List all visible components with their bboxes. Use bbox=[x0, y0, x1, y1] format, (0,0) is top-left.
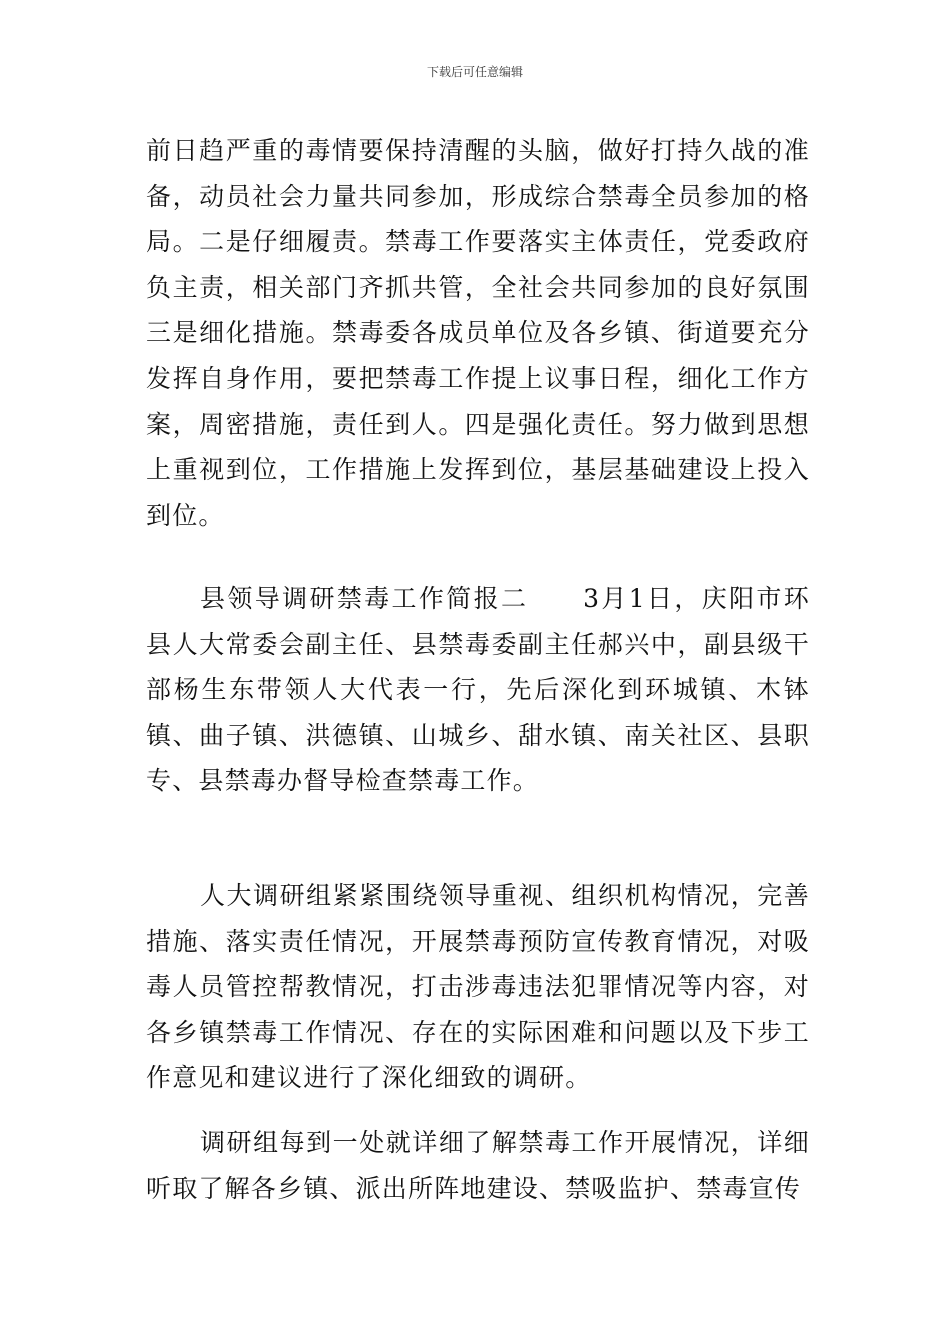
paragraph-research-content: 人大调研组紧紧围绕领导重视、组织机构情况，完善措施、落实责任情况，开展禁毒预防宣传教育情况，对吸毒人员管控帮教情况，打击涉毒违法犯罪情况等内容，对各乡镇禁毒工作情况、存在的实际困难和问题以及下步工作意见和建议进行了深化细致的调研。 bbox=[146, 881, 810, 1093]
paragraph-research-visits: 调研组每到一处就详细了解禁毒工作开展情况，详细听取了解各乡镇、派出所阵地建设、禁吸监护、禁毒宣传 bbox=[146, 1128, 810, 1203]
paragraph-briefing-intro: 县领导调研禁毒工作简报二 3月1日，庆阳市环县人大常委会副主任、县禁毒委副主任郝兴中，副县级干部杨生东带领人大代表一行，先后深化到环城镇、木钵镇、曲子镇、洪德镇、山城乡、甜水镇、南关社区、县职专、县禁毒办督导检查禁毒工作。 bbox=[146, 584, 810, 796]
page-header: 下载后可任意编辑 bbox=[426, 65, 523, 79]
paragraph-continuation: 前日趋严重的毒情要保持清醒的头脑，做好打持久战的准备，动员社会力量共同参加，形成综合禁毒全员参加的格局。二是仔细履责。禁毒工作要落实主体责任，党委政府负主责，相关部门齐抓共管，全社会共同参加的良好氛围三是细化措施。禁毒委各成员单位及各乡镇、街道要充分发挥自身作用，要把禁毒工作提上议事日程，细化工作方案，周密措施，责任到人。四是强化责任。努力做到思想上重视到位，工作措施上发挥到位，基层基础建设上投入到位。 bbox=[146, 136, 810, 530]
